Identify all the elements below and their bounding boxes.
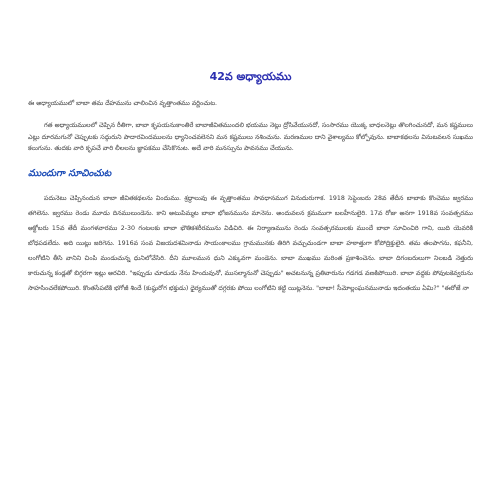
section-heading-foretelling: ముందుగా సూచించుట bbox=[28, 167, 112, 179]
paragraph-foretelling: పదునెటు చెప్పినందున బాబా జీవితకథలను విందుము. శ్రద్ధాలువు ఈ వృత్తాంతము సావధానముగ వినుదురుగాక. 1918 సెప్టెంబరు 28వ తేదీన బాబాకు కొంచెము జ్వరము తగిలెను. జ్వరము రెండు మూడు దినములుండెను. కాని అటుపిమ్మట బాబా భోజనమును మానెను. అందువలన క్రమముగా బలహీనులైరి. 17వ రోజు అనగా 1918వ సంవత్సరము అక్టోబరు 15వ తేదీ మంగళవారము 2-30 గంటలకు బాబా భౌతికశరీరమును విడిచిరి. ఈ నిర్యాణమును రెండు సంవత్సరములకు ముందే బాబా సూచించిరి గాని, యిది యెవరికి బోధపడలేదు. అది యిట్లు జరిగెను. 1916వ సంవ విజయదశమినాడు సాయంకాలము గ్రామమునకు తిరిగి వచ్చుచుండగా బాబా హఠాత్తుగా కోపోద్రిక్తులైరి. తమ తలపాగను, కఫనీని, లంగోటిని తీసి వానిని చింపి మండుచున్న ధునిలోవేసిరి. దీని మూలమున ధుని ఎక్కువగా మండెను. బాబా ముఖము మరింత ప్రకాశించెను. బాబా దిగంబరులుగా నిలబడి నెత్తురు కారుచున్న కండ్లతో బిగ్గరగా ఇట్లు అరచిరి. "ఇప్పుడు చూడుడు నేను హిందువునో, ముసల్మానునో చెప్పుడు" అచటనున్న ప్రతివారును గడగడ వణకిపోయిరి. బాబా వద్దకు పోవుటకెవ్వరును సాహసించలేకపోయిరి. కొంతసేపటికి భగోజీ శిందే (కుష్ఠురోగ భక్తుడు) ధైర్యముతో దగ్గరకు పోయి లంగోటిని కట్టి యిట్లనెను. "బాబా! సీమోల్లంఘనమునాడు ఇదంతయు ఏమి?" "ఈరోజే నా bbox=[28, 194, 473, 292]
paragraph-previous-chapters: గత అధ్యాయములలో చెప్పిన రీతిగా, బాబా కృపయనుకాంతిరే బాబాజీవితముందలి భయము నెట్లు ద్రోసివేయునదో, సంసారము యొక్క బాధలనెట్లు తొలగించునదో, మన కష్టములు ఎట్లు దూరమగునో చెప్పుటకు సద్గురుని పాదారవిందములను ధ్యానించవలెనని మన కష్టములు నశించును. మరణముల దాని వైశాల్యము కోల్పోవును. బాబాకథలను వినుటవలన సుఖము కలుగును. తుదకు వారి కృపచే వారి లీలలను జ్ఞాపకము చేసికొనుట. అదే వారి మనస్సును పావనము చేయును. bbox=[28, 122, 473, 152]
chapter-title: 42వ అధ్యాయము bbox=[209, 70, 292, 83]
chapter-intro: ఈ అధ్యాయములో బాబా తమ దేహమును చాలించిన వృత్తాంతము వర్ణించుట. bbox=[28, 100, 218, 107]
